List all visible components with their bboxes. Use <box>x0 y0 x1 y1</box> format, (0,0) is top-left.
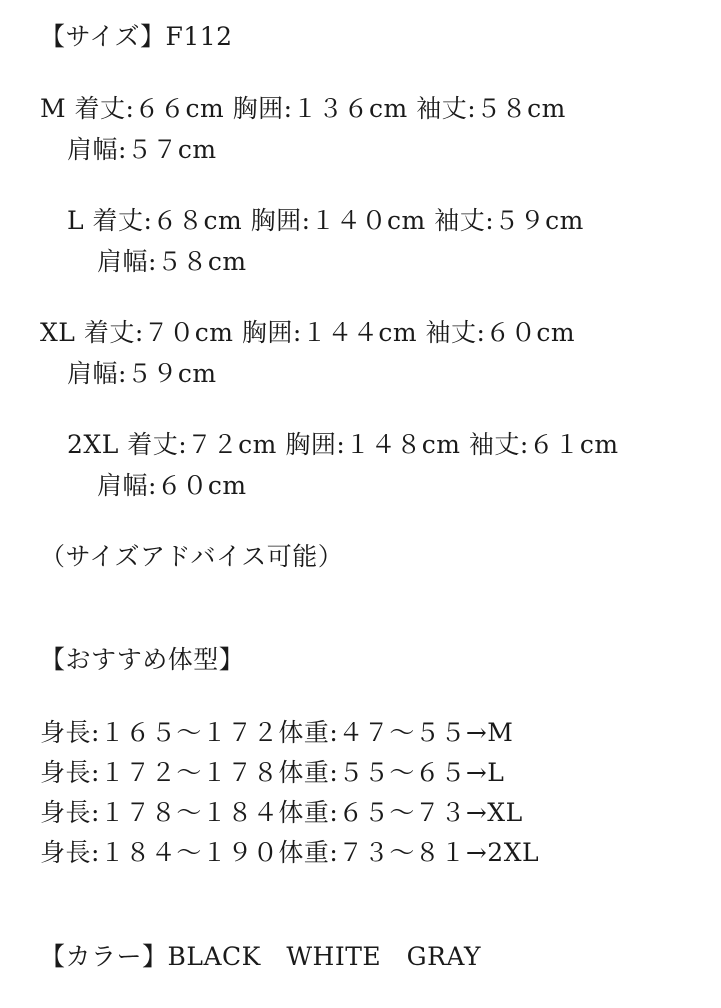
body-type-heading: 【おすすめ体型】 <box>40 645 245 674</box>
size-m-line2: 肩幅:５７cm <box>67 135 217 164</box>
body-type-row-m: 身長:１６５〜１７２体重:４７〜５５→M <box>40 718 514 747</box>
size-l-line1: L 着丈:６８cm 胸囲:１４０cm 袖丈:５９cm <box>67 206 584 235</box>
size-xl-line2: 肩幅:５９cm <box>67 359 217 388</box>
size-l-line2: 肩幅:５８cm <box>97 247 247 276</box>
size-m-line1: M 着丈:６６cm 胸囲:１３６cm 袖丈:５８cm <box>40 94 566 123</box>
size-xl-line1: XL 着丈:７０cm 胸囲:１４４cm 袖丈:６０cm <box>40 318 576 347</box>
color-line: 【カラー】BLACK WHITE GRAY <box>40 942 481 971</box>
body-type-row-2xl: 身長:１８４〜１９０体重:７３〜８１→2XL <box>40 838 540 867</box>
body-type-row-l: 身長:１７２〜１７８体重:５５〜６５→L <box>40 758 505 787</box>
size-2xl-line1: 2XL 着丈:７２cm 胸囲:１４８cm 袖丈:６１cm <box>67 430 619 459</box>
size-2xl-line2: 肩幅:６０cm <box>97 471 247 500</box>
body-type-row-xl: 身長:１７８〜１８４体重:６５〜７３→XL <box>40 798 523 827</box>
size-advice: （サイズアドバイス可能） <box>40 542 344 571</box>
size-heading: 【サイズ】F112 <box>40 22 233 51</box>
